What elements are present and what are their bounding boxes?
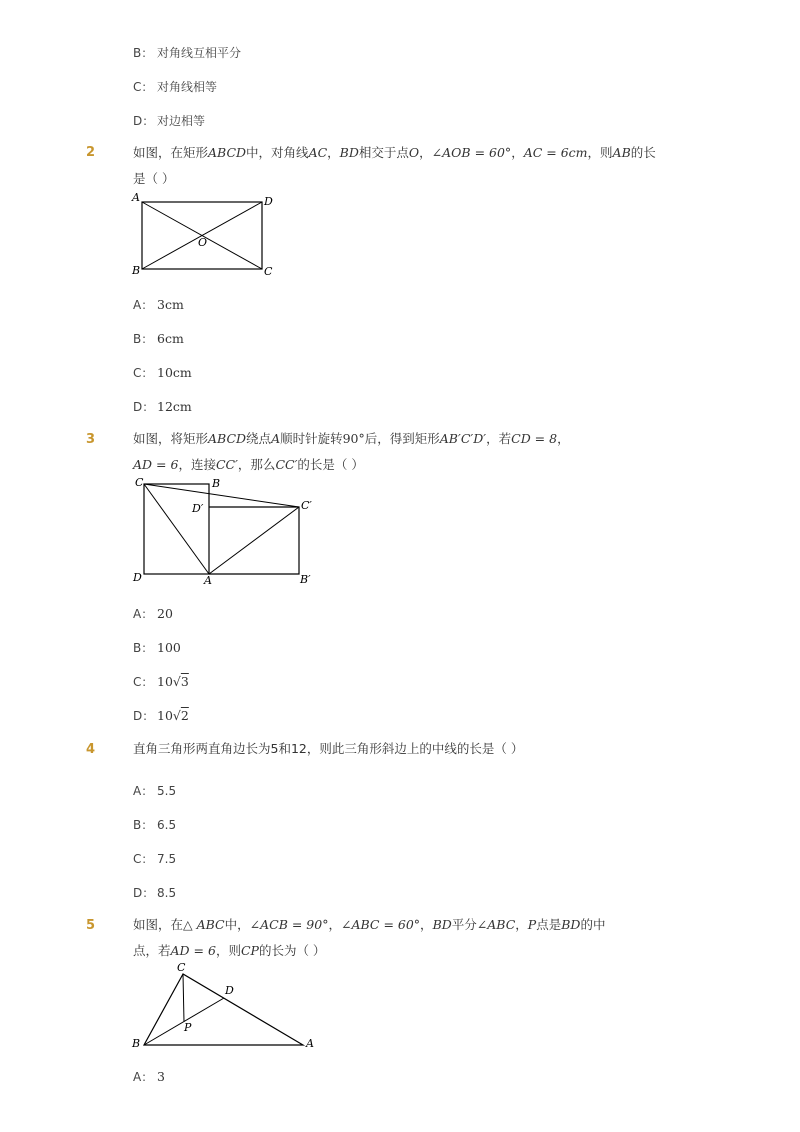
- q3-option-a[interactable]: [133, 605, 173, 622]
- question-stem: 如图，在△ ABC中，∠ACB = 90°，∠ABC = 60°，BD平分∠ABC，P点是BD的中: [133, 917, 606, 932]
- q3-option-d[interactable]: [133, 707, 189, 724]
- option-text: 100: [157, 640, 181, 655]
- label-d-prime: D′: [192, 502, 204, 515]
- option-text: 3: [157, 1069, 165, 1084]
- question-number: 2: [86, 145, 96, 160]
- option-letter: A：: [133, 607, 154, 621]
- option-letter: C：: [133, 675, 154, 689]
- question-stem-line2: 点，若AD = 6，则CP的长为（ ）: [133, 943, 326, 958]
- option-letter: A：: [133, 298, 154, 312]
- label-a: A: [306, 1037, 314, 1050]
- q2-rectangle-figure: [128, 190, 278, 280]
- radicand: 3: [180, 674, 189, 689]
- label-c: C: [135, 476, 144, 489]
- q3-rotation-figure: [128, 472, 328, 590]
- label-a: A: [204, 574, 212, 587]
- label-c-prime: C′: [301, 499, 312, 512]
- label-d: D: [133, 571, 142, 584]
- option-text: 10cm: [157, 365, 192, 380]
- option-letter: B：: [133, 46, 154, 60]
- question-stem: 直角三角形两直角边长为5和12，则此三角形斜边上的中线的长是（ ）: [133, 741, 524, 756]
- option-letter: D：: [133, 400, 155, 414]
- label-b: B: [132, 1037, 141, 1050]
- label-b: B: [132, 264, 141, 277]
- radicand: 2: [180, 708, 189, 723]
- option-letter: D：: [133, 709, 155, 723]
- q3-option-b[interactable]: [133, 639, 181, 656]
- option-letter: A：: [133, 784, 154, 798]
- option-text: 3cm: [157, 297, 184, 312]
- option-text: 10: [157, 708, 173, 723]
- q2-option-b[interactable]: [133, 330, 184, 347]
- option-text: 6cm: [157, 331, 184, 346]
- option-text: 10: [157, 674, 173, 689]
- q1-option-c[interactable]: [133, 78, 217, 95]
- option-text: 8.5: [157, 886, 177, 900]
- q2-option-c[interactable]: [133, 364, 192, 381]
- option-text: 对角线互相平分: [157, 46, 242, 60]
- label-c: C: [177, 961, 186, 974]
- label-b: B: [212, 477, 221, 490]
- question-stem: 如图，将矩形ABCD绕点A顺时针旋转90°后，得到矩形AB′C′D′，若CD = 8，: [133, 431, 570, 446]
- option-text: 对角线相等: [157, 80, 218, 94]
- label-b-prime: B′: [300, 573, 311, 586]
- sqrt-icon: √: [172, 708, 181, 723]
- question-stem-line2: 是（ ）: [133, 171, 175, 186]
- label-d: D: [225, 984, 234, 997]
- option-letter: D：: [133, 114, 155, 128]
- option-letter: B：: [133, 332, 154, 346]
- label-c: C: [264, 265, 273, 278]
- q1-option-d[interactable]: [133, 112, 205, 129]
- option-letter: B：: [133, 641, 154, 655]
- option-letter: C：: [133, 852, 154, 866]
- sqrt-icon: √: [172, 674, 181, 689]
- option-letter: B：: [133, 818, 154, 832]
- q4-option-b[interactable]: [133, 816, 176, 833]
- option-letter: C：: [133, 80, 154, 94]
- option-text: 7.5: [157, 852, 177, 866]
- question-stem: 如图，在矩形ABCD中，对角线AC，BD相交于点O，∠AOB = 60°，AC = 6cm，则AB的长: [133, 145, 656, 160]
- q1-option-b[interactable]: [133, 44, 241, 61]
- label-o: O: [198, 236, 208, 249]
- q2-option-d[interactable]: [133, 398, 192, 415]
- label-a: A: [132, 191, 140, 204]
- label-p: P: [184, 1021, 192, 1034]
- option-text: 6.5: [157, 818, 177, 832]
- question-number: 3: [86, 432, 96, 447]
- option-text: 对边相等: [157, 114, 206, 128]
- option-letter: D：: [133, 886, 155, 900]
- q4-option-d[interactable]: [133, 884, 176, 901]
- option-letter: A：: [133, 1070, 154, 1084]
- option-text: 5.5: [157, 784, 177, 798]
- question-stem-line2: AD = 6，连接CC′，那么CC′的长是（ ）: [133, 457, 364, 472]
- q3-option-c[interactable]: [133, 673, 189, 690]
- option-text: 20: [157, 606, 173, 621]
- question-number: 4: [86, 742, 96, 757]
- q2-option-a[interactable]: [133, 296, 184, 313]
- question-number: 5: [86, 918, 96, 933]
- q5-option-a[interactable]: [133, 1068, 165, 1085]
- q4-option-c[interactable]: [133, 850, 176, 867]
- q5-triangle-figure: [128, 958, 328, 1054]
- option-letter: C：: [133, 366, 154, 380]
- q4-option-a[interactable]: [133, 782, 176, 799]
- label-d: D: [264, 195, 273, 208]
- option-text: 12cm: [157, 399, 192, 414]
